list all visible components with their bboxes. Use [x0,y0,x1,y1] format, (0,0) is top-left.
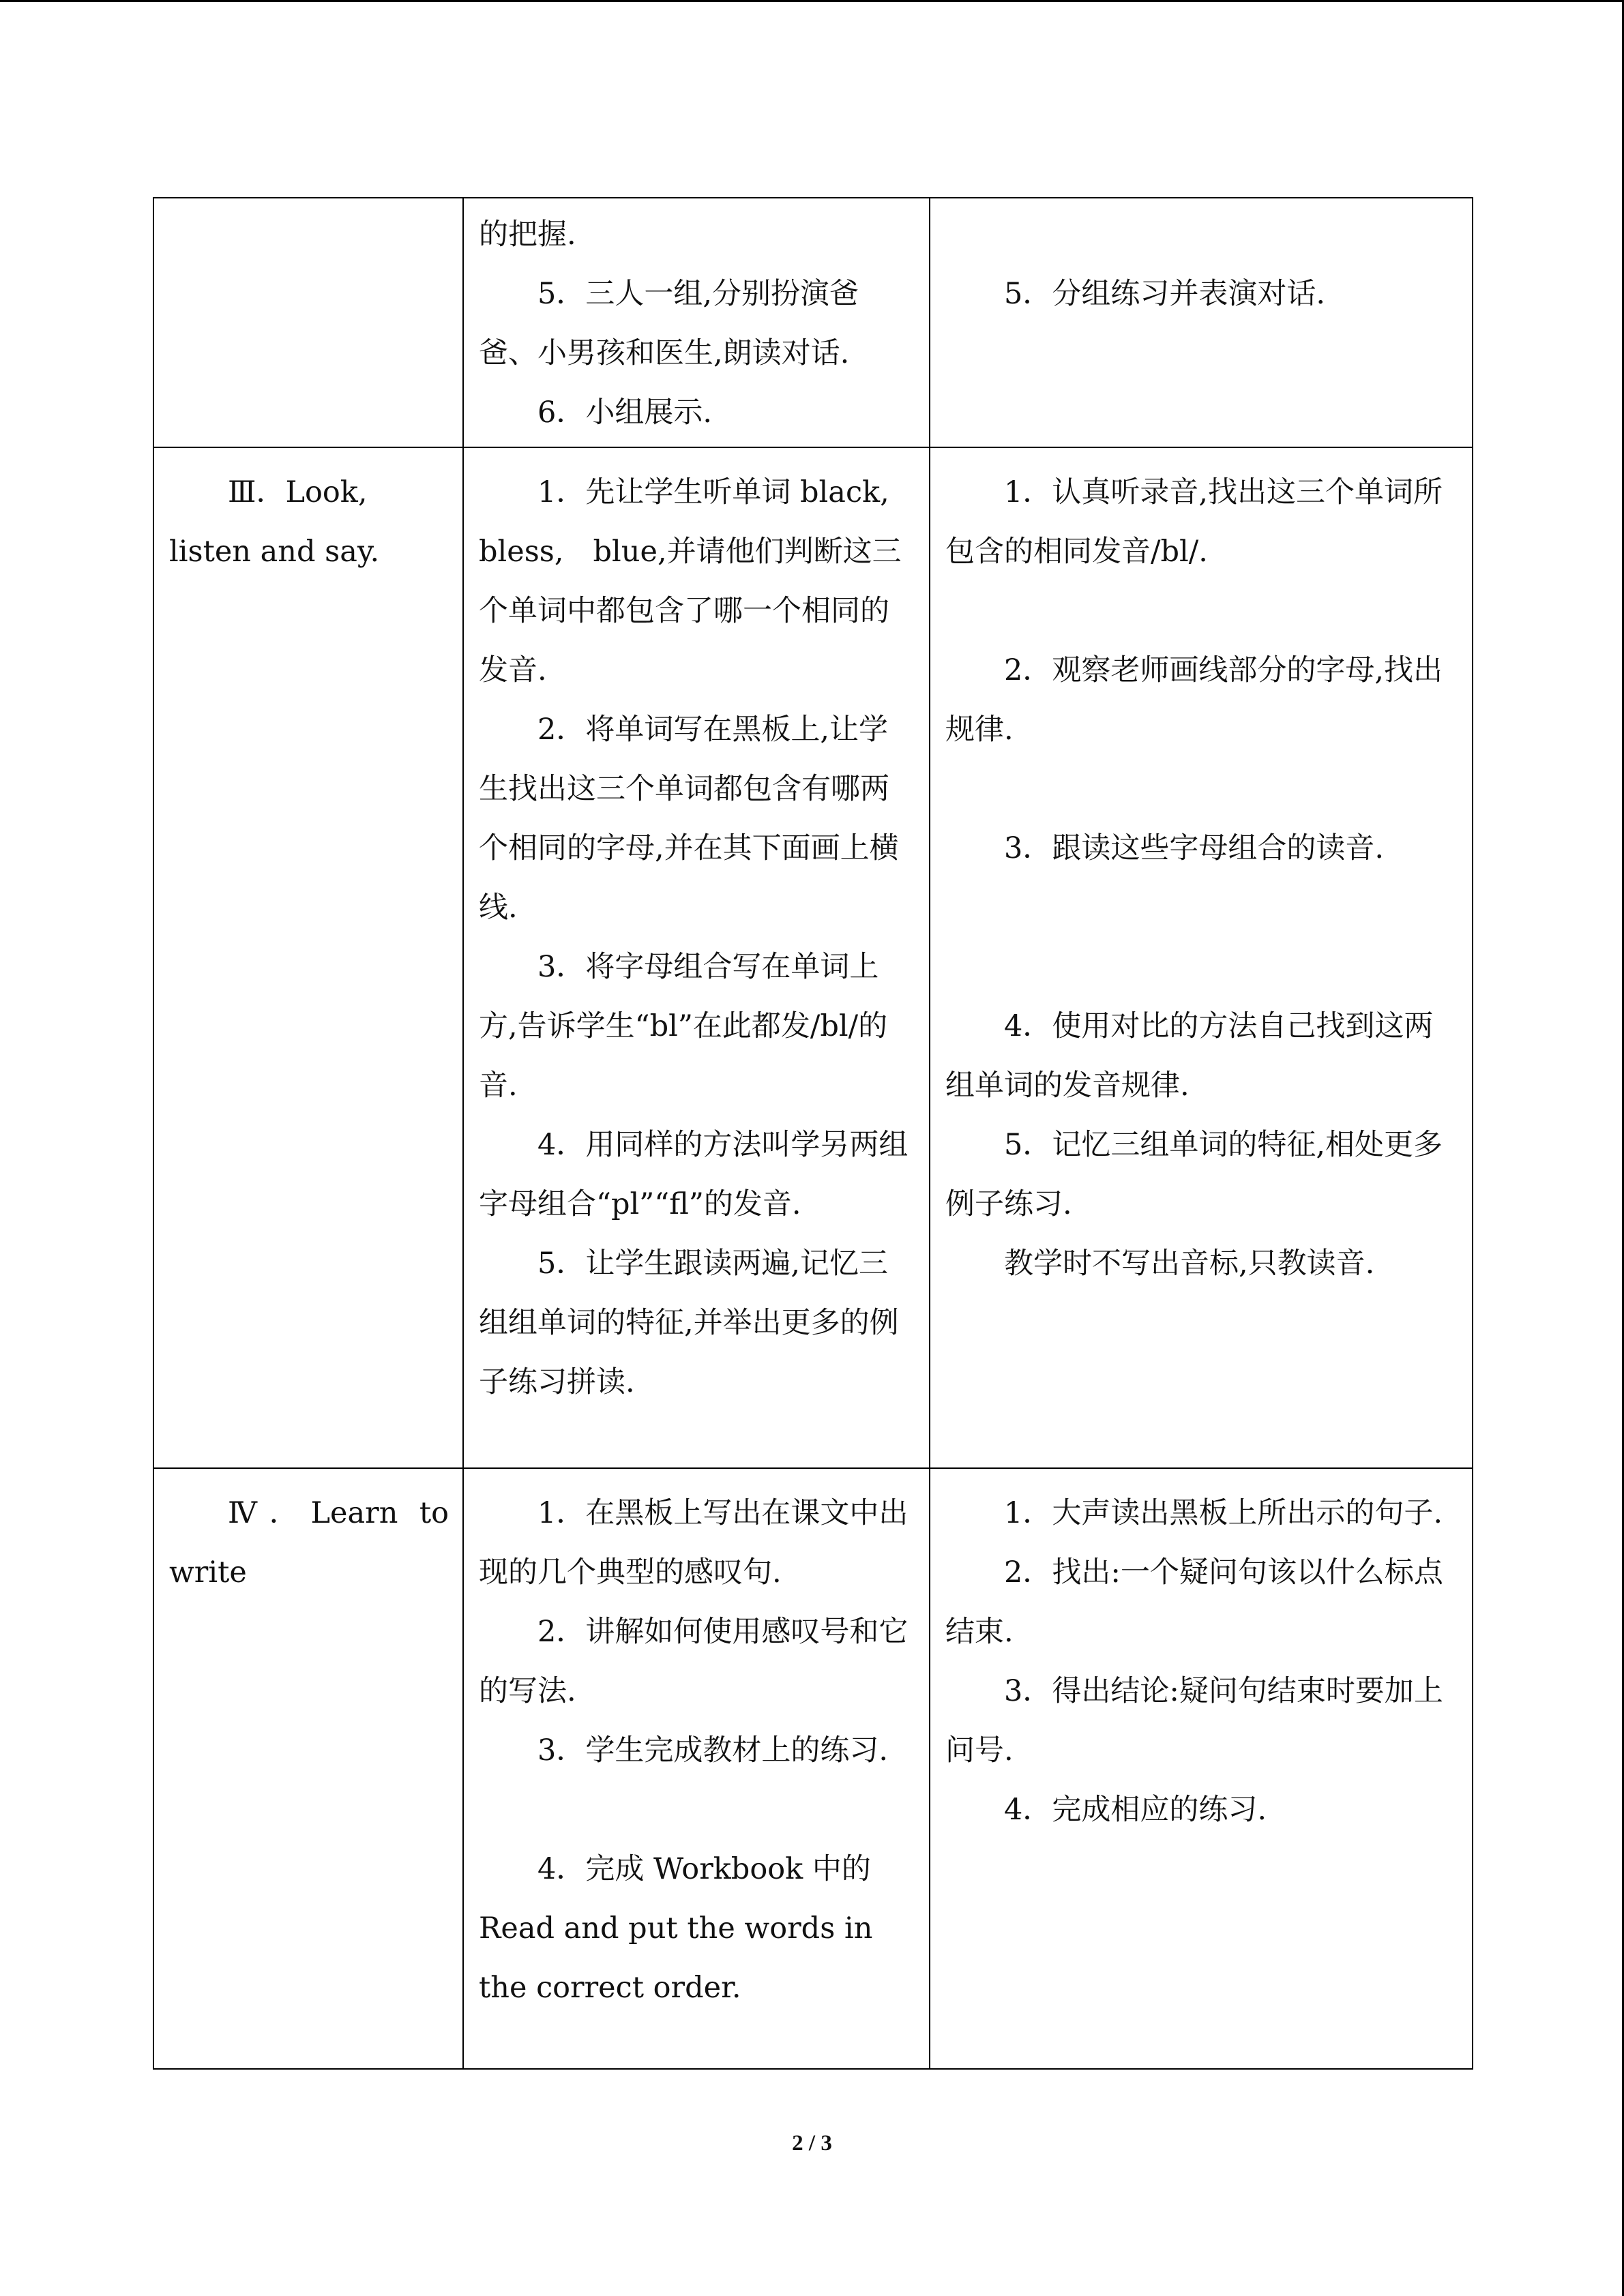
paragraph: 5．分组练习并表演对话. [1004,277,1326,311]
student-activity-cell [930,447,1473,1468]
student-activity-cell [930,1468,1473,2069]
paragraph: 3．学生完成教材上的练习. [537,1733,889,1768]
paragraph: 3．得出结论:疑问句结束时要加上问号. [945,1674,1443,1768]
paragraph: 1．认真听录音,找出这三个单词所包含的相同发音/bl/. [945,475,1443,569]
paragraph: 教学时不写出音标,只教读音. [1004,1247,1375,1281]
paragraph: 4．用同样的方法叫学另两组字母组合“pl”“fl”的发音. [479,1128,909,1221]
paragraph: 4．完成相应的练习. [1004,1793,1267,1827]
page-number: 2 / 3 [792,2131,832,2156]
table-row [153,198,1473,447]
paragraph: 2．讲解如何使用感叹号和它的写法. [479,1615,909,1708]
paragraph: 5．记忆三组单词的特征,相处更多例子练习. [945,1128,1443,1221]
paragraph: 5．让学生跟读两遍,记忆三组组单词的特征,并举出更多的例子练习拼读. [479,1247,899,1399]
paragraph: 1．先让学生听单词 black, bless, blue,并请他们判断这三个单词中都包含了哪一个相同的发音. [479,475,902,687]
paragraph: 1．大声读出黑板上所出示的句子. [1004,1496,1443,1530]
table-row [153,1468,1473,2069]
paragraph: 5．三人一组,分别扮演爸爸、小男孩和医生,朗读对话. [479,277,859,370]
teacher-activity-cell [463,447,930,1468]
paragraph: 3．将字母组合写在单词上方,告诉学生“bl”在此都发/bl/的音. [479,950,888,1103]
paragraph: 2．观察老师画线部分的字母,找出规律. [945,653,1443,747]
table-row [153,447,1473,1468]
stage-label: Ⅳ．Learn to write [169,1496,449,1590]
paragraph: 4．完成 Workbook 中的 Read and put the words in the correct order. [479,1852,873,2005]
paragraph: 2．将单词写在黑板上,让学生找出这三个单词都包含有哪两个相同的字母,并在其下面画上横线. [479,713,899,925]
stage-label: Ⅲ．Look, listen and say. [169,475,380,569]
paragraph: 3．跟读这些字母组合的读音. [1004,831,1385,865]
stage-cell [153,447,463,1468]
paragraph: 4．使用对比的方法自己找到这两组单词的发音规律. [945,1009,1434,1103]
teacher-activity-cell [463,1468,930,2069]
stage-cell [153,1468,463,2069]
paragraph: 2．找出:一个疑问句该以什么标点结束. [945,1555,1443,1649]
lesson-plan-table [153,197,1473,2070]
stage-cell [153,198,463,447]
page-top-border [0,0,1624,2]
paragraph: 6．小组展示. [537,396,713,430]
paragraph: 的把握. [479,218,576,252]
paragraph: 1．在黑板上写出在课文中出现的几个典型的感叹句. [479,1496,909,1590]
teacher-activity-cell [463,198,930,447]
student-activity-cell [930,198,1473,447]
